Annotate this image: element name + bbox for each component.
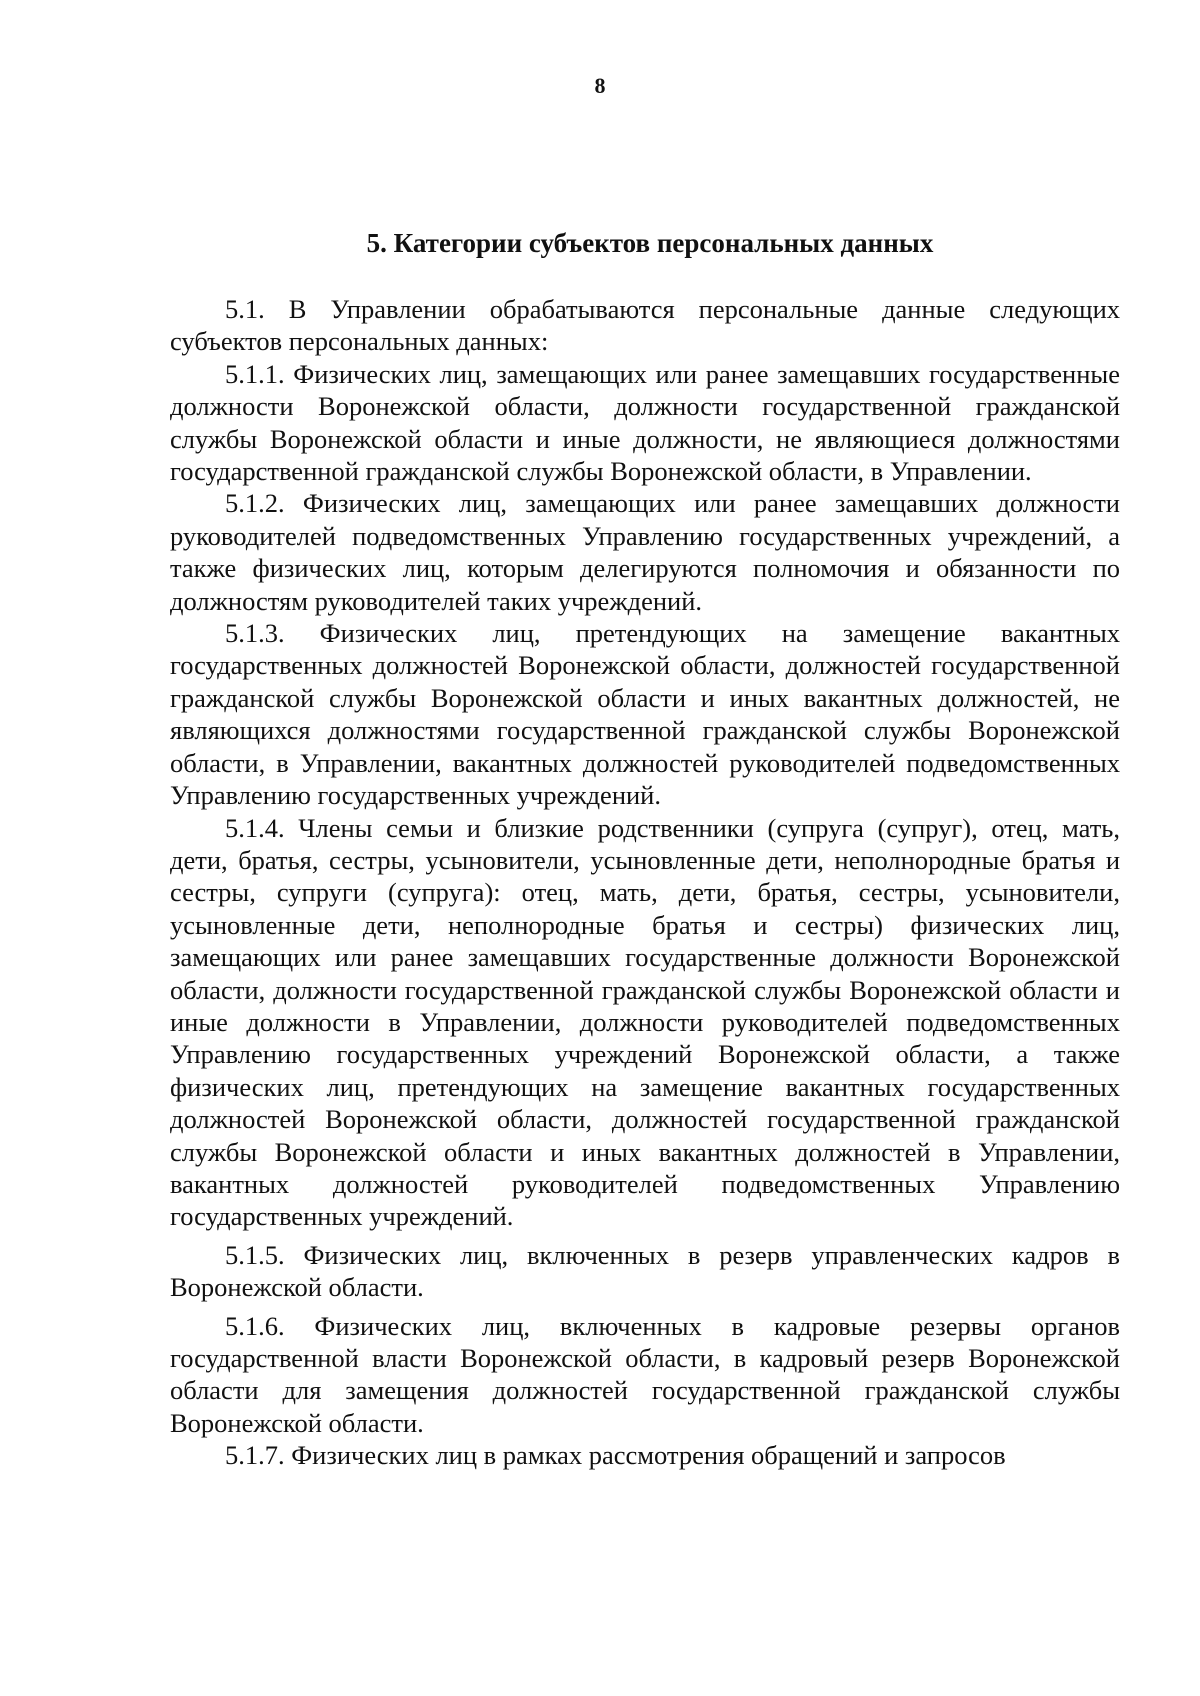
paragraph-5-1-1: 5.1.1. Физических лиц, замещающих или ранее замещавших государственные должности Воронежской области, должности государственной гражданской службы Воронежской области и иные должности, не являющиеся должностями государственной гражданской службы Воронежской области, в Управлении. xyxy=(170,358,1120,487)
paragraph-5-1: 5.1. В Управлении обрабатываются персональные данные следующих субъектов персональных данных: xyxy=(170,294,1120,357)
paragraph-5-1-7: 5.1.7. Физических лиц в рамках рассмотрения обращений и запросов xyxy=(225,1440,1006,1471)
paragraph-5-1-4: 5.1.4. Члены семьи и близкие родственники (супруга (супруг), отец, мать, дети, братья, сестры, усыновители, усыновленные дети, неполнородные братья и сестры, супруги (супруга): отец, мать, дети, братья, сестры, усыновители, усыновленные дети, неполнородные братья и сестры) физических лиц, замещающих или ранее замещавших государственные должности Воронежской области, должности государственной гражданской службы Воронежской области и иные должности в Управлении, должности руководителей подведомственных Управлению государственных учреждений Воронежской области, а также физических лиц, претендующих на замещение вакантных государственных должностей Воронежской области, должностей государственной гражданской службы Воронежской области и иных вакантных должностей в Управлении, вакантных должностей руководителей подведомственных Управлению государственных учреждений. xyxy=(170,812,1120,1232)
paragraph-5-1-6: 5.1.6. Физических лиц, включенных в кадровые резервы органов государственной власти Воронежской области, в кадровый резерв Воронежской области для замещения должностей государственной гражданской службы Воронежской области. xyxy=(170,1310,1120,1438)
section-heading: 5. Категории субъектов персональных данных xyxy=(366,228,934,258)
paragraph-5-1-2: 5.1.2. Физических лиц, замещающих или ранее замещавших должности руководителей подведомственных Управлению государственных учреждений, а также физических лиц, которым делегируются полномочия и обязанности по должностям руководителей таких учреждений. xyxy=(170,488,1120,616)
paragraph-5-1-3: 5.1.3. Физических лиц, претендующих на замещение вакантных государственных должностей Воронежской области, должностей государственной гражданской службы Воронежской области и иных вакантных должностей, не являющихся должностями государственной гражданской службы Воронежской области, в Управлении, вакантных должностей руководителей подведомственных Управлению государственных учреждений. xyxy=(170,618,1120,811)
paragraph-5-1-5: 5.1.5. Физических лиц, включенных в резерв управленческих кадров в Воронежской области. xyxy=(170,1239,1120,1303)
document-body xyxy=(170,293,1120,1472)
page-number: 8 xyxy=(594,73,606,98)
